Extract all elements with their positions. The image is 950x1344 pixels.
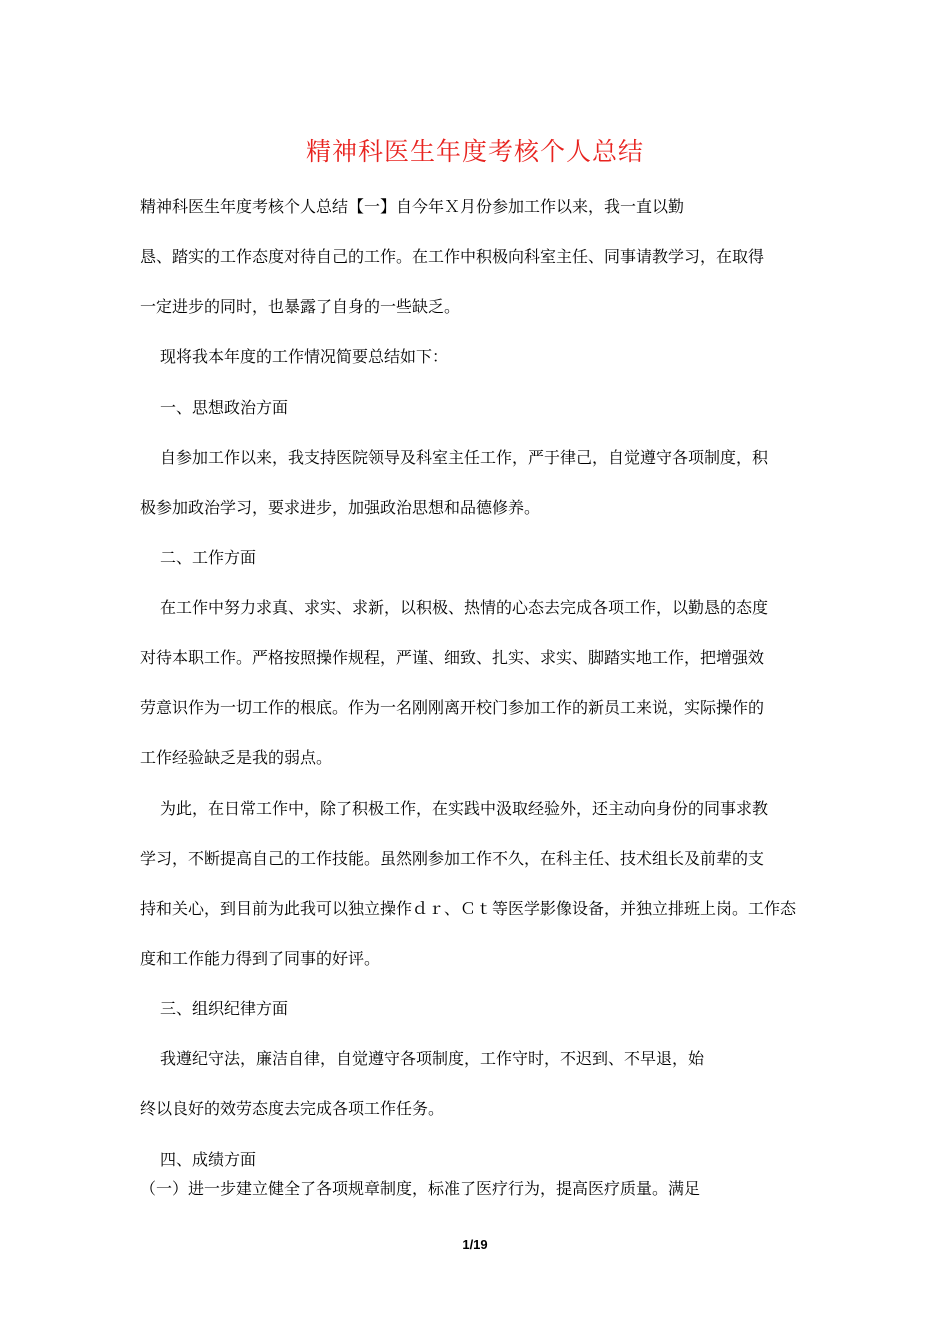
- body-line-21: （一）进一步建立健全了各项规章制度，标准了医疗行为，提高医疗质量。满足: [140, 1179, 701, 1198]
- body-line-6: 自参加工作以来，我支持医院领导及科室主任工作，严于律己，自觉遵守各项制度，积: [160, 448, 769, 467]
- section-heading-4: 四、成绩方面: [160, 1150, 257, 1169]
- body-line-11: 劳意识作为一切工作的根底。作为一名刚刚离开校门参加工作的新员工来说，实际操作的: [140, 698, 765, 717]
- body-line-9: 在工作中努力求真、求实、求新，以积极、热情的心态去完成各项工作，以勤恳的态度: [160, 598, 769, 617]
- body-line-15: 持和关心，到目前为此我可以独立操作ｄｒ、Ｃｔ等医学影像设备，并独立排班上岗。工作态: [140, 899, 797, 918]
- body-line-16: 度和工作能力得到了同事的好评。: [140, 949, 381, 968]
- body-line-13: 为此，在日常工作中，除了积极工作，在实践中汲取经验外，还主动向身份的同事求教: [160, 799, 769, 818]
- page-number: 1/19: [462, 1237, 488, 1252]
- body-line-19: 终以良好的效劳态度去完成各项工作任务。: [140, 1099, 445, 1118]
- section-heading-2: 二、工作方面: [160, 548, 257, 567]
- page-title: 精神科医生年度考核个人总结: [305, 137, 644, 166]
- body-line-10: 对待本职工作。严格按照操作规程，严谨、细致、扎实、求实、脚踏实地工作，把增强效: [140, 648, 765, 667]
- body-line-7: 极参加政治学习，要求进步，加强政治思想和品德修养。: [140, 498, 541, 517]
- body-line-18: 我遵纪守法，廉洁自律，自觉遵守各项制度，工作守时，不迟到、不早退，始: [160, 1049, 705, 1068]
- body-line-1: 精神科医生年度考核个人总结【一】自今年Ｘ月份参加工作以来，我一直以勤: [140, 197, 685, 216]
- body-line-3: 一定进步的同时，也暴露了自身的一些缺乏。: [140, 297, 461, 316]
- body-line-4: 现将我本年度的工作情况简要总结如下：: [160, 347, 449, 366]
- body-line-12: 工作经验缺乏是我的弱点。: [140, 748, 333, 767]
- section-heading-3: 三、组织纪律方面: [160, 999, 289, 1018]
- section-heading-1: 一、思想政治方面: [160, 398, 289, 417]
- body-line-2: 恳、踏实的工作态度对待自己的工作。在工作中积极向科室主任、同事请教学习，在取得: [140, 247, 765, 266]
- body-line-14: 学习，不断提高自己的工作技能。虽然刚参加工作不久，在科主任、技术组长及前辈的支: [140, 849, 765, 868]
